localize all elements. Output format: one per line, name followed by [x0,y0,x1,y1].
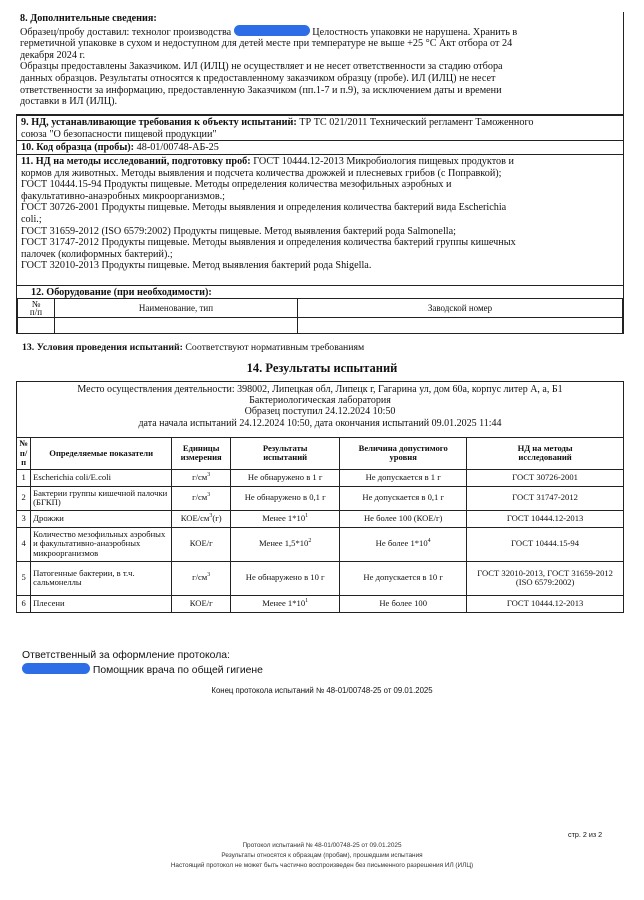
place-line: Место осуществления деятельности: 398002, Липецкая обл, Липецк г, Гагарина ул, дом 60а, корпус литер А, а, Б1 [77,384,563,395]
method-line: ГОСТ 30726-2001 Продукты пищевые. Методы выявления и определения количества бактерий вида Escherichia [21,202,507,214]
row-unit: $г/см^3$ [172,486,231,510]
method-line: ГОСТ 31659-2012 (ISO 6579:2002) Продукты пищевые. Метод выявления бактерий рода Salmonella; [21,225,456,237]
row-result: Менее $1*10^1$ [231,510,340,527]
equipment-empty-cell [55,318,298,334]
info-line: Образец/пробу доставил: технолог производства [20,26,232,38]
section-methods-nd [16,155,624,286]
table-row [17,561,624,595]
test-dates: дата начала испытаний 24.12.2024 10:50, дата окончания испытаний 09.01.2025 11:44 [138,417,502,429]
row-nd: ГОСТ 10444.12-2013 [467,510,624,527]
info-line: Целостность упаковки не нарушена. Хранить в [312,26,518,38]
received-date: Образец поступил 24.12.2024 10:50 [244,406,396,418]
lab-name: Бактериологическая лаборатория [249,395,391,407]
row-nd: ГОСТ 10444.15-94 [467,527,624,561]
row-nd: ГОСТ 32010-2013, ГОСТ 31659-2012 (ISO 6579:2002) [467,561,624,595]
section-label: 11. НД на методы исследований, подготовку проб: [21,156,251,167]
table-row [17,527,624,561]
footer-line: Настоящий протокол не может быть частично воспроизведен без письменного разрешения ИЛ (ИЛЦ) [170,862,474,870]
method-line: ГОСТ 10444.15-94 Продукты пищевые. Методы определения количества мезофильных аэробных и [21,179,452,191]
row-parameter: Количество мезофильных аэробных и факультативно-анаэробных микроорганизмов [31,527,172,561]
section-sample-code [16,141,624,155]
responsible-position: Помощник врача по общей гигиене [92,665,263,676]
row-limit: Не допускается в 0,1 г [340,486,467,510]
col-parameter: Определяемые показатели [31,438,172,470]
method-line: ГОСТ 31747-2012 Продукты пищевые. Методы выявления и определения количества бактерий группы кишечных [21,237,516,249]
equipment-empty-cell [18,318,55,334]
row-parameter: Патогенные бактерии, в т.ч. сальмонеллы [31,561,172,595]
col-number: № п/п [17,438,31,470]
results-title: 14. Результаты испытаний [246,361,398,375]
section-label: 10. Код образца (пробы): [21,142,135,153]
conditions-value: Соответствуют нормативным требованиям [185,342,365,353]
redaction-mark [22,663,90,674]
equipment-table [17,298,623,334]
row-unit: КОЕ/$см^3(г)$ [172,510,231,527]
row-number: 5 [17,561,31,595]
footer-line: Протокол испытаний № 48-01/00748-25 от 09.01.2025 [242,842,402,849]
row-number: 2 [17,486,31,510]
row-limit: Не более 100 (КОЕ/г) [340,510,467,527]
section-conditions [18,342,368,354]
row-parameter: Бактерии группы кишечной палочки (БГКП) [31,486,172,510]
sample-code: 48-01/00748-АБ-25 [136,142,219,153]
col-limit: Величина допустимого уровня [340,438,467,470]
page-number: стр. 2 из 2 [568,830,603,839]
info-line: данных образцов. Результаты относятся к предоставленному заказчиком образцу (пробе). ИЛ (ИЛЦ) не несет [20,72,496,84]
section-value: союза "О безопасности пищевой продукции" [21,128,217,140]
table-row [17,510,624,527]
row-limit: Не допускается в 10 г [340,561,467,595]
responsible-person [22,663,263,676]
info-line: Образцы предоставлены Заказчиком. ИЛ (ИЛЦ) не осуществляет и не несет ответственности за стадию отбора [20,61,503,73]
results-table [16,437,624,613]
row-number: 6 [17,595,31,612]
method-line: палочек (колиформных бактерий).; [21,248,173,260]
section-additional-info [16,12,624,115]
method-line: кормов для животных. Методы выявления и подсчета количества дрожжей и плесневых грибов (с Поправкой); [21,167,502,179]
row-nd: ГОСТ 10444.12-2013 [467,595,624,612]
section-value: ТР ТС 021/2011 Технический регламент Таможенного [299,117,534,128]
table-row [17,469,624,486]
redaction-mark [234,25,310,36]
section-title: 8. Дополнительные сведения: [20,13,157,24]
row-result: Менее $1*10^1$ [231,595,340,612]
row-unit: КОЕ/г [172,527,231,561]
row-unit: $г/см^3$ [172,469,231,486]
row-result: Не обнаружено в 0,1 г [231,486,340,510]
results-header-box [16,381,624,437]
row-result: Не обнаружено в 1 г [231,469,340,486]
table-row [17,595,624,612]
section-equipment [16,286,624,334]
info-line: декабря 2024 г. [20,49,86,61]
col-result: Результаты испытаний [231,438,340,470]
section-title: 12. Оборудование (при необходимости): [31,287,212,298]
row-number: 3 [17,510,31,527]
row-result: Не обнаружено в 10 г [231,561,340,595]
responsible-label: Ответственный за оформление протокола: [22,650,230,661]
section-requirements-nd [16,115,624,141]
col-unit: Единицы измерения [172,438,231,470]
row-limit: Не более $1*10^4$ [340,527,467,561]
equipment-empty-cell [298,318,623,334]
row-unit: $г/см^3$ [172,561,231,595]
row-parameter: Escherichia coli/E.coli [31,469,172,486]
row-nd: ГОСТ 31747-2012 [467,486,624,510]
col-name: Наименование, тип [55,299,298,318]
method-line: ГОСТ 10444.12-2013 Микробиология пищевых продуктов и [253,156,514,167]
row-parameter: Плесени [31,595,172,612]
end-note: Конец протокола испытаний № 48-01/00748-25 от 09.01.2025 [211,686,433,695]
row-number: 1 [17,469,31,486]
col-serial: Заводской номер [298,299,623,318]
row-parameter: Дрожжи [31,510,172,527]
col-number: № п/п [18,299,55,318]
info-line: доставки в ИЛ (ИЛЦ). [20,96,118,108]
footer-line: Результаты относятся к образцам (пробам), прошедшим испытания [221,852,423,860]
method-line: coli.; [21,213,42,225]
row-result: Менее $1,5*10^2$ [231,527,340,561]
row-nd: ГОСТ 30726-2001 [467,469,624,486]
row-unit: КОЕ/г [172,595,231,612]
section-label: 9. НД, устанавливающие требования к объекту испытаний: [21,117,297,128]
method-line: ГОСТ 32010-2013 Продукты пищевые. Метод выявления бактерий рода Shigella. [21,260,372,272]
info-line: ответственности за информацию, предоставленную Заказчиком (пп.1-7 и п.9), за исключением даты и времени [20,84,502,96]
info-line: герметичной упаковке в сухом и недоступном для детей месте при температуре не выше +25 °С Акт отбора от 24 [20,38,513,50]
row-limit: Не допускается в 1 г [340,469,467,486]
row-limit: Не более 100 [340,595,467,612]
row-number: 4 [17,527,31,561]
section-label: 13. Условия проведения испытаний: [22,342,183,353]
method-line: факультативно-анаэробных микроорганизмов.; [21,190,226,202]
col-nd: НД на методы исследований [467,438,624,470]
footer [0,841,644,872]
table-row [17,486,624,510]
